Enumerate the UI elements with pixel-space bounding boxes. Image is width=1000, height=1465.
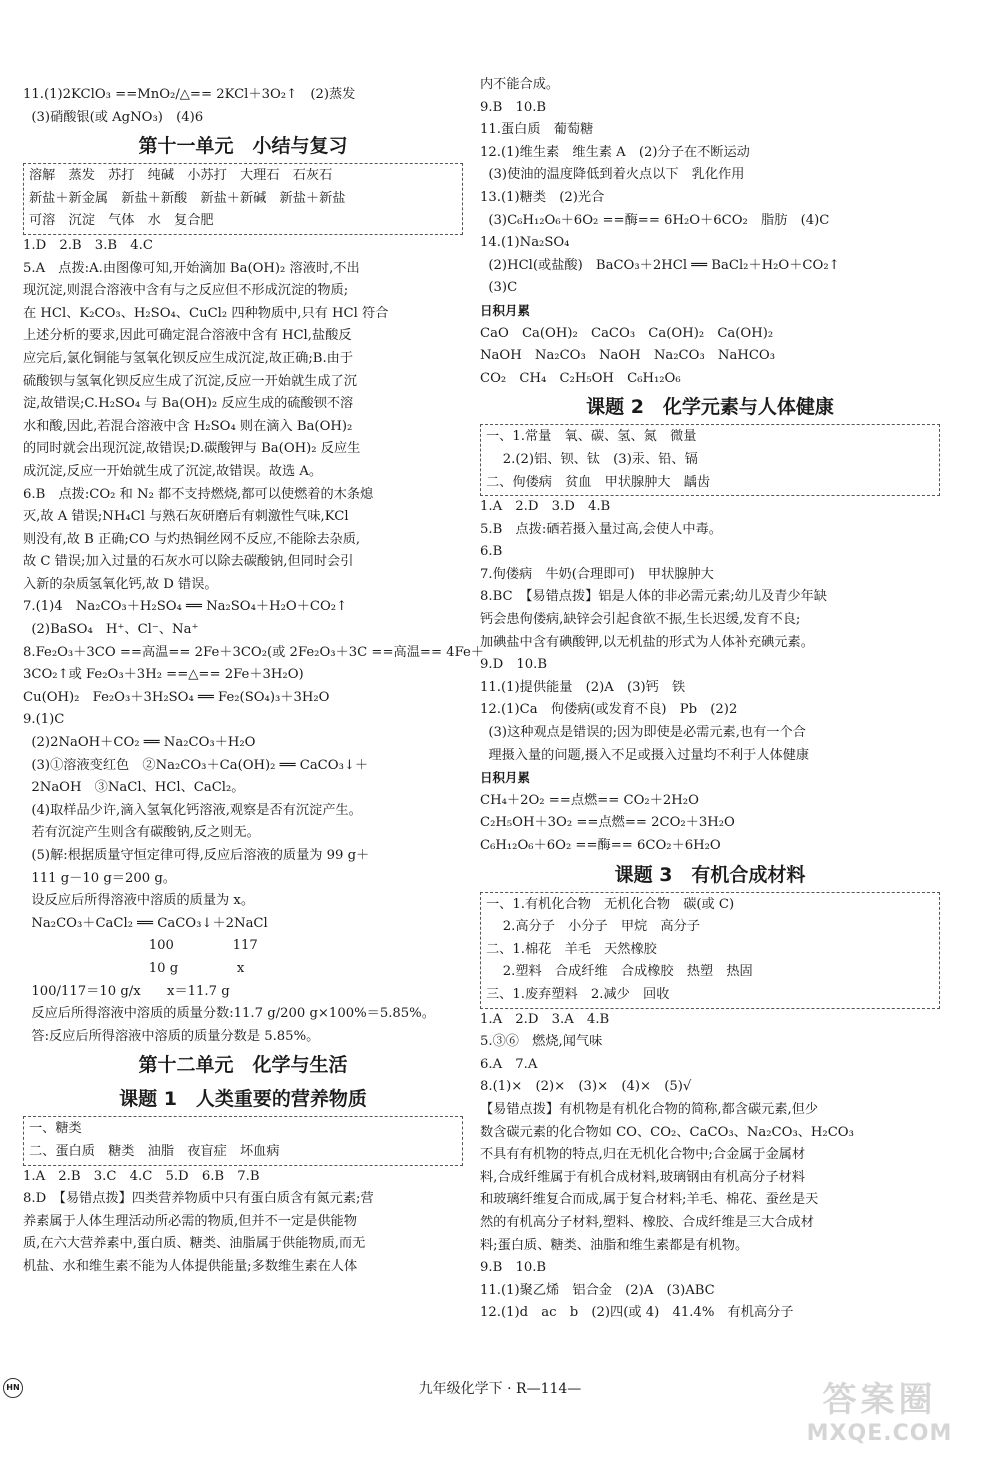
daily-accumulation-label: 日积月累	[480, 770, 531, 786]
answer-line: 设反应后所得溶液中溶质的质量为 x。	[23, 893, 255, 909]
answer-line: 料;蛋白质、糖类、油脂和维生素都是有机物。	[480, 1237, 749, 1253]
answer-line: 8.D 【易错点拨】四类营养物质中只有蛋白质含有氮元素;营	[23, 1191, 374, 1207]
answer-line: 9.(1)C	[23, 712, 65, 728]
answer-line: 1.D 2.B 3.B 4.C	[23, 237, 153, 253]
answer-line: Na₂CO₃＋CaCl₂ ══ CaCO₃↓＋2NaCl	[23, 915, 268, 931]
answer-line: C₆H₁₂O₆＋6O₂ ==酶== 6CO₂＋6H₂O	[480, 838, 721, 853]
answer-line: 100/117＝10 g/x x＝11.7 g	[23, 983, 230, 999]
answer-line: 硫酸钡与氢氧化钡反应生成了沉淀,反应一开始就生成了沉	[23, 373, 357, 389]
answer-line: 6.A 7.A	[480, 1056, 538, 1072]
answer-line: 水和酸,因此,若混合溶液中含 H₂SO₄ 则在滴入 Ba(OH)₂	[23, 418, 353, 434]
answer-line: 养素属于人体生理活动所必需的物质,但并不一定是供能物	[23, 1213, 357, 1229]
summary-box: 一、糖类 二、蛋白质 糖类 油脂 夜盲症 坏血病	[23, 1116, 463, 1165]
answer-line: 111 g－10 g＝200 g。	[23, 870, 176, 886]
answer-line: 10 g x	[23, 960, 245, 976]
answer-line: CO₂ CH₄ C₂H₅OH C₆H₁₂O₆	[480, 370, 681, 386]
section-heading: 课题 3 有机合成材料	[614, 863, 806, 886]
left-column	[23, 84, 484, 1279]
answer-line: 11.(1)提供能量 (2)A (3)钙 铁	[480, 679, 686, 695]
answer-line: 11.(1)2KClO₃ ==MnO₂/△== 2KCl＋3O₂↑ (2)蒸发	[23, 87, 356, 102]
answer-line: 8.(1)× (2)× (3)× (4)× (5)√	[480, 1079, 692, 1095]
answer-line: 答:反应后所得溶液中溶质的质量分数是 5.85%。	[23, 1028, 320, 1044]
answer-line: 加碘盐中含有碘酸钾,以无机盐的形式为人体补充碘元素。	[480, 634, 814, 650]
answer-line: 若有沉淀产生则含有碳酸钠,反之则无。	[23, 825, 260, 841]
answer-line: 反应后所得溶液中溶质的质量分数:11.7 g/200 g×100%＝5.85%。	[23, 1006, 435, 1022]
answer-line: 12.(1)d ac b (2)四(或 4) 41.4% 有机高分子	[480, 1305, 794, 1321]
answer-line: 8.Fe₂O₃＋3CO ==高温== 2Fe＋3CO₂(或 2Fe₂O₃＋3C ==高温== 4Fe＋	[23, 644, 484, 660]
answer-line: (2)HCl(或盐酸) BaCO₃＋2HCl ══ BaCl₂＋H₂O＋CO₂↑	[480, 257, 840, 273]
answer-line: 6.B	[480, 544, 503, 560]
answer-line: (3)硝酸银(或 AgNO₃) (4)6	[23, 109, 204, 125]
answer-line: 质,在六大营养素中,蛋白质、糖类、油脂属于供能物质,而无	[23, 1236, 366, 1252]
answer-line: 5.B 点拨:硒若摄入量过高,会使人中毒。	[480, 521, 722, 537]
answer-line: 1.A 2.B 3.C 4.C 5.D 6.B 7.B	[23, 1168, 260, 1184]
answer-line: 钙会患佝偻病,缺锌会引起食欲不振,生长迟缓,发育不良;	[480, 612, 801, 628]
answer-line: 内不能合成。	[480, 77, 560, 92]
answer-line: 100 117	[23, 938, 258, 954]
answer-line: NaOH Na₂CO₃ NaOH Na₂CO₃ NaHCO₃	[480, 348, 776, 364]
answer-line: 料,合成纤维属于有机合成材料,玻璃钢由有机高分子材料	[480, 1169, 805, 1185]
answer-line: 11.蛋白质 葡萄糖	[480, 122, 594, 138]
answer-line: 3CO₂↑或 Fe₂O₃＋3H₂ ==△== 2Fe＋3H₂O)	[23, 667, 304, 683]
answer-line: 上述分析的要求,因此可确定混合溶液中含有 HCl,盐酸反	[23, 328, 352, 344]
summary-box: 溶解 蒸发 苏打 纯碱 小苏打 大理石 石灰石 新盐＋新金属 新盐＋新酸 新盐＋新碱 新盐＋新盐 可溶 沉淀 气体 水 复合肥	[23, 163, 463, 235]
answer-line: 和玻璃纤维复合而成,属于复合材料;羊毛、棉花、蚕丝是天	[480, 1192, 819, 1208]
section-heading: 课题 2 化学元素与人体健康	[586, 396, 834, 419]
answer-line: 1.A 2.D 3.A 4.B	[480, 1011, 610, 1027]
answer-line: CaO Ca(OH)₂ CaCO₃ Ca(OH)₂ Ca(OH)₂	[480, 325, 774, 341]
answer-line: 11.(1)聚乙烯 铝合金 (2)A (3)ABC	[480, 1282, 715, 1298]
answer-line: 12.(1)维生素 维生素 A (2)分子在不断运动	[480, 144, 750, 160]
answer-line: 淀,故错误;C.H₂SO₄ 与 Ba(OH)₂ 反应生成的硫酸钡不溶	[23, 396, 354, 412]
answer-line: 9.D 10.B	[480, 657, 548, 673]
answer-line: 【易错点拨】有机物是有机化合物的简称,都含碳元素,但少	[480, 1101, 819, 1117]
answer-line: 14.(1)Na₂SO₄	[480, 235, 570, 251]
answer-line: (3)C₆H₁₂O₆＋6O₂ ==酶== 6H₂O＋6CO₂ 脂肪 (4)C	[480, 212, 830, 228]
answer-line: Cu(OH)₂ Fe₂O₃＋3H₂SO₄ ══ Fe₂(SO₄)₃＋3H₂O	[23, 689, 330, 705]
watermark-logo	[777, 1372, 982, 1458]
answer-line: 不具有有机物的特点,归在无机化合物中;合金属于金属材	[480, 1147, 806, 1163]
answer-line: 在 HCl、K₂CO₃、H₂SO₄、CuCl₂ 四种物质中,只有 HCl 符合	[23, 305, 389, 321]
answer-line: (3)这种观点是错误的;因为即使是必需元素,也有一个合	[480, 725, 806, 741]
region-badge: HN	[3, 1378, 23, 1398]
answer-line: 则没有,故 B 正确;CO 与灼热铜丝网不反应,不能除去杂质,	[23, 531, 361, 547]
summary-box: 一、1.常量 氧、碳、氢、氮 微量 2.(2)铝、钡、钛 (3)汞、铅、镉 二、佝偻病 贫血 甲状腺肿大 龋齿	[480, 424, 940, 496]
section-heading: 第十一单元 小结与复习	[138, 135, 348, 158]
answer-line: (2)2NaOH＋CO₂ ══ Na₂CO₃＋H₂O	[23, 735, 256, 751]
answer-line: 1.A 2.D 3.D 4.B	[480, 499, 611, 515]
answer-line: 现沉淀,则混合溶液中含有与之反应但不形成沉淀的物质;	[23, 283, 349, 299]
answer-line: (3)C	[480, 280, 518, 296]
watermark-bottom: MXQE.COM	[806, 1421, 953, 1446]
summary-box: 一、1.有机化合物 无机化合物 碳(或 C) 2.高分子 小分子 甲烷 高分子 二、1.棉花 羊毛 天然橡胶 2.塑料 合成纤维 合成橡胶 热塑 热固 三、1.废弃塑料 2.减少 回收	[480, 892, 940, 1009]
page-footer: 九年级化学下 · R—114—	[418, 1381, 582, 1397]
answer-line: 应完后,氯化铜能与氢氧化钡反应生成沉淀,故正确;B.由于	[23, 350, 354, 366]
answer-line: (5)解:根据质量守恒定律可得,反应后溶液的质量为 99 g＋	[23, 848, 370, 863]
answer-line: 9.B 10.B	[480, 99, 547, 115]
answer-line: 13.(1)糖类 (2)光合	[480, 189, 605, 205]
answer-line: CH₄＋2O₂ ==点燃== CO₂＋2H₂O	[480, 792, 699, 808]
daily-accumulation-label: 日积月累	[480, 302, 531, 318]
answer-line: 机盐、水和维生素不能为人体提供能量;多数维生素在人体	[23, 1258, 358, 1274]
answer-line: (4)取样品少许,滴入氢氧化钙溶液,观察是否有沉淀产生。	[23, 802, 362, 818]
answer-line: 数含碳元素的化合物如 CO、CO₂、CaCO₃、Na₂CO₃、H₂CO₃	[480, 1124, 854, 1140]
answer-line: 9.B 10.B	[480, 1260, 547, 1276]
answer-line: 入新的杂质氢氧化钙,故 D 错误。	[23, 576, 218, 592]
answer-line: 故 C 错误;加入过量的石灰水可以除去碳酸钠,但同时会引	[23, 554, 354, 570]
answer-line: 成沉淀,反应一开始就生成了沉淀,故错误。故选 A。	[23, 463, 323, 479]
answer-line: 5.A 点拨:A.由图像可知,开始滴加 Ba(OH)₂ 溶液时,不出	[23, 260, 360, 276]
answer-line: 灭,故 A 错误;NH₄Cl 与熟石灰研磨后有刺激性气味,KCl	[23, 509, 349, 525]
answer-line: 7.(1)4 Na₂CO₃＋H₂SO₄ ══ Na₂SO₄＋H₂O＋CO₂↑	[23, 599, 348, 615]
answer-line: 5.③⑥ 燃烧,闻气味	[480, 1034, 603, 1050]
answer-line: (3)使油的温度降低到着火点以下 乳化作用	[480, 167, 745, 183]
answer-line: 6.B 点拨:CO₂ 和 N₂ 都不支持燃烧,都可以使燃着的木条熄	[23, 486, 374, 502]
answer-line: (3)①溶液变红色 ②Na₂CO₃＋Ca(OH)₂ ══ CaCO₃↓＋	[23, 757, 369, 773]
answer-line: 2NaOH ③NaCl、HCl、CaCl₂。	[23, 780, 245, 796]
section-heading: 第十二单元 化学与生活	[138, 1054, 348, 1077]
answer-line: C₂H₅OH＋3O₂ ==点燃== 2CO₂＋3H₂O	[480, 815, 735, 831]
answer-line: (2)BaSO₄ H⁺、Cl⁻、Na⁺	[23, 622, 199, 638]
answer-line: 然的有机高分子材料,塑料、橡胶、合成纤维是三大合成材	[480, 1214, 814, 1230]
section-heading: 课题 1 人类重要的营养物质	[119, 1088, 367, 1111]
right-column	[480, 74, 940, 1325]
answer-line: 的同时就会出现沉淀,故错误;D.碳酸钾与 Ba(OH)₂ 反应生	[23, 441, 361, 457]
answer-line: 8.BC 【易错点拨】铝是人体的非必需元素;幼儿及青少年缺	[480, 589, 827, 605]
answer-line: 12.(1)Ca 佝偻病(或发育不良) Pb (2)2	[480, 702, 738, 718]
watermark-top: 答案圈	[822, 1380, 937, 1420]
answer-line: 理摄入量的问题,摄入不足或摄入过量均不利于人体健康	[480, 747, 810, 763]
answer-line: 7.佝偻病 牛奶(合理即可) 甲状腺肿大	[480, 566, 714, 582]
